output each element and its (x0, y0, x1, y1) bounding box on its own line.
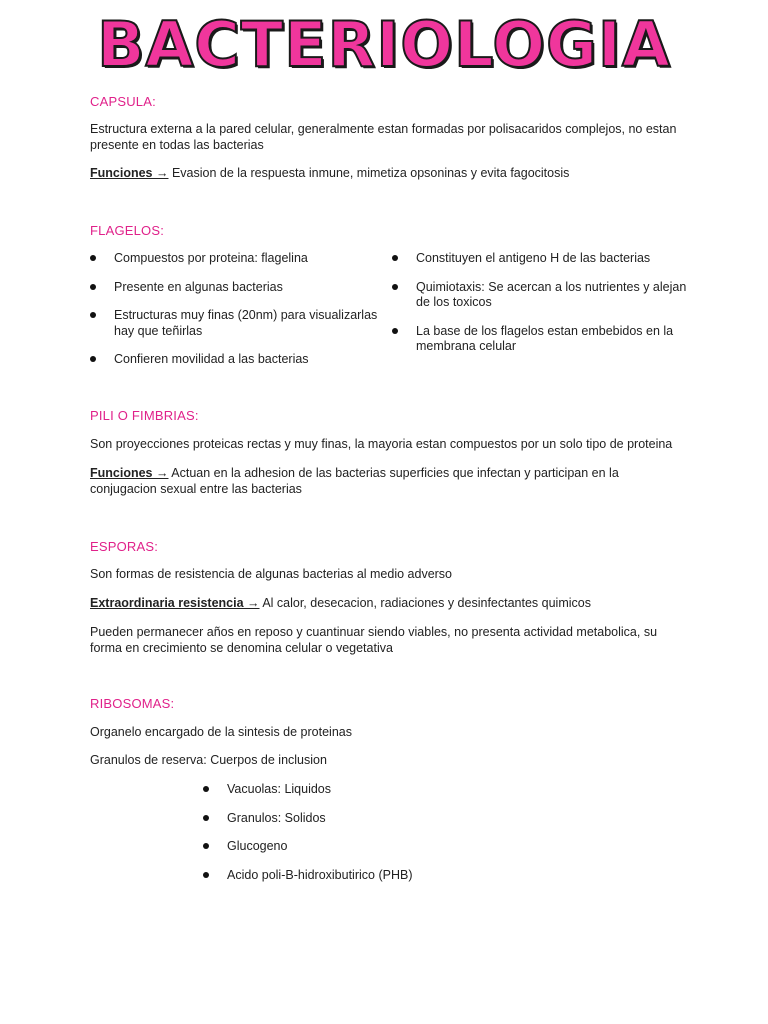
flagelos-list-right (392, 251, 692, 355)
list-item: Compuestos por proteina: flagelina (90, 251, 390, 267)
pili-funciones-label: Funciones → (90, 466, 169, 480)
bullet-icon (203, 815, 209, 821)
bullet-icon (90, 284, 96, 290)
ribosomas-list (203, 782, 523, 883)
bullet-icon (90, 312, 96, 318)
list-item: Confieren movilidad a las bacterias (90, 352, 390, 368)
heading-capsula: CAPSULA: (90, 94, 156, 109)
list-item: Vacuolas: Liquidos (203, 782, 523, 798)
bullet-icon (203, 786, 209, 792)
heading-flagelos: FLAGELOS: (90, 223, 165, 238)
list-item: Glucogeno (203, 839, 523, 855)
heading-ribosomas: RIBOSOMAS: (90, 696, 175, 711)
capsula-funciones-label: Funciones → (90, 166, 169, 180)
page-title: BACTERIOLOGIA (97, 8, 671, 81)
list-item: Acido poli-B-hidroxibutirico (PHB) (203, 868, 523, 884)
bullet-icon (392, 284, 398, 290)
capsula-funciones-text: Evasion de la respuesta inmune, mimetiza opsoninas y evita fagocitosis (168, 166, 570, 180)
pili-funciones-text: Actuan en la adhesion de las bacterias superficies que infectan y participan en la conjugacion sexual entre las bacterias (90, 466, 619, 496)
bullet-icon (392, 328, 398, 334)
esporas-resistencia-label: Extraordinaria resistencia → (90, 596, 260, 610)
esporas-text2: Pueden permanecer años en reposo y cuantinuar siendo viables, no presenta actividad metabolica, su forma en crecimiento se denomina celular o vegetativa (90, 625, 658, 655)
list-item: Estructuras muy finas (20nm) para visualizarlas hay que teñirlas (90, 308, 390, 339)
list-item: Presente en algunas bacterias (90, 280, 390, 296)
bullet-icon (203, 843, 209, 849)
capsula-text: Estructura externa a la pared celular, generalmente estan formadas por polisacaridos complejos, no estan presente en todas las bacterias (90, 122, 677, 152)
flagelos-list-left (90, 251, 390, 368)
heading-pili: PILI O FIMBRIAS: (90, 408, 199, 423)
list-item: Quimiotaxis: Se acercan a los nutrientes y alejan de los toxicos (392, 280, 692, 311)
bullet-icon (392, 255, 398, 261)
esporas-resistencia-text: Al calor, desecacion, radiaciones y desinfectantes quimicos (259, 596, 591, 610)
esporas-text: Son formas de resistencia de algunas bacterias al medio adverso (90, 567, 453, 581)
bullet-icon (90, 356, 96, 362)
list-item: Granulos: Solidos (203, 811, 523, 827)
heading-esporas: ESPORAS: (90, 539, 159, 554)
pili-funciones (90, 466, 680, 497)
esporas-resistencia (90, 596, 680, 612)
list-item: Constituyen el antigeno H de las bacterias (392, 251, 692, 267)
ribosomas-text2: Granulos de reserva: Cuerpos de inclusion (90, 753, 327, 767)
bullet-icon (203, 872, 209, 878)
ribosomas-text: Organelo encargado de la sintesis de proteinas (90, 725, 352, 739)
pili-text: Son proyecciones proteicas rectas y muy finas, la mayoria estan compuestos por un solo tipo de proteina (90, 437, 673, 451)
bullet-icon (90, 255, 96, 261)
capsula-funciones (90, 166, 680, 182)
list-item: La base de los flagelos estan embebidos en la membrana celular (392, 324, 692, 355)
